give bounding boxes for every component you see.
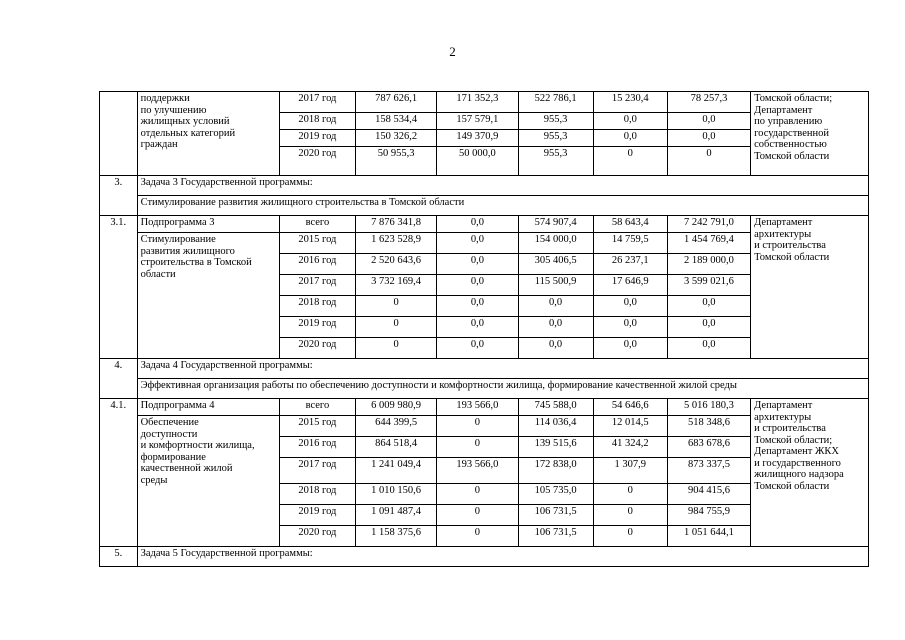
name-line: поддержки xyxy=(140,93,190,104)
other-cell: 0,0 xyxy=(667,113,750,130)
federal-cell: 171 352,3 xyxy=(437,92,518,113)
federal-cell: 149 370,9 xyxy=(437,130,518,147)
total-cell: 3 732 169,4 xyxy=(355,275,436,296)
name-line: Обеспечение xyxy=(140,417,199,428)
regional-cell: 955,3 xyxy=(518,147,593,176)
responsible-line: и строительства xyxy=(754,240,826,251)
regional-cell: 0,0 xyxy=(518,296,593,317)
total-cell: 1 010 150,6 xyxy=(355,484,436,505)
row-number-cell: 3.1. xyxy=(100,216,138,359)
regional-cell: 154 000,0 xyxy=(518,233,593,254)
total-cell: 0 xyxy=(355,338,436,359)
year-cell: всего xyxy=(279,216,355,233)
year-cell: 2016 год xyxy=(279,254,355,275)
name-line: Стимулирование xyxy=(140,234,216,245)
other-cell: 78 257,3 xyxy=(667,92,750,113)
local-cell: 0,0 xyxy=(593,130,667,147)
total-cell: 644 399,5 xyxy=(355,416,436,437)
regional-cell: 115 500,9 xyxy=(518,275,593,296)
local-cell: 0 xyxy=(593,526,667,547)
name-line: области xyxy=(140,268,176,280)
total-cell: 6 009 980,9 xyxy=(355,399,436,416)
local-cell: 1 307,9 xyxy=(593,458,667,484)
task-row xyxy=(100,196,869,216)
other-cell: 0,0 xyxy=(667,130,750,147)
responsible-line: Томской области xyxy=(754,150,830,162)
regional-cell: 0,0 xyxy=(518,338,593,359)
year-cell: 2017 год xyxy=(279,275,355,296)
other-cell: 1 454 769,4 xyxy=(667,233,750,254)
row-number-cell: 4. xyxy=(100,359,138,399)
subprogram-title: Подпрограмма 3 xyxy=(137,216,279,233)
federal-cell: 50 000,0 xyxy=(437,147,518,176)
subprogram-name-cell xyxy=(137,233,279,359)
row-number-cell: 4.1. xyxy=(100,399,138,547)
responsible-cell xyxy=(751,216,869,359)
row-number-cell: 5. xyxy=(100,547,138,567)
page-number: 2 xyxy=(449,44,456,59)
federal-cell: 0,0 xyxy=(437,317,518,338)
year-cell: 2020 год xyxy=(279,526,355,547)
total-cell: 1 623 528,9 xyxy=(355,233,436,254)
row-number-cell: 3. xyxy=(100,176,138,216)
name-line: доступности xyxy=(140,428,198,440)
other-cell: 904 415,6 xyxy=(667,484,750,505)
task-title: Задача 5 Государственной программы: xyxy=(137,547,868,567)
federal-cell: 0,0 xyxy=(437,275,518,296)
federal-cell: 0 xyxy=(437,484,518,505)
total-cell: 1 241 049,4 xyxy=(355,458,436,484)
year-cell: всего xyxy=(279,399,355,416)
year-cell: 2018 год xyxy=(279,296,355,317)
task-description: Эффективная организация работы по обеспечению доступности и комфортности жилища, формирование качественной жилой среды xyxy=(137,379,868,399)
regional-cell: 106 731,5 xyxy=(518,526,593,547)
local-cell: 0 xyxy=(593,484,667,505)
total-cell: 864 518,4 xyxy=(355,437,436,458)
regional-cell: 114 036,4 xyxy=(518,416,593,437)
table-row xyxy=(100,92,869,113)
total-cell: 158 534,4 xyxy=(355,113,436,130)
task-description: Стимулирование развития жилищного строительства в Томской области xyxy=(137,196,868,216)
program-funding-table xyxy=(99,91,869,567)
regional-cell: 955,3 xyxy=(518,130,593,147)
regional-cell: 172 838,0 xyxy=(518,458,593,484)
responsible-cell xyxy=(751,92,869,176)
year-cell: 2017 год xyxy=(279,92,355,113)
regional-cell: 0,0 xyxy=(518,317,593,338)
local-cell: 0,0 xyxy=(593,338,667,359)
federal-cell: 0,0 xyxy=(437,338,518,359)
year-cell: 2015 год xyxy=(279,416,355,437)
total-cell: 7 876 341,8 xyxy=(355,216,436,233)
year-cell: 2016 год xyxy=(279,437,355,458)
responsible-line: и строительства xyxy=(754,423,826,434)
year-cell: 2019 год xyxy=(279,505,355,526)
other-cell: 873 337,5 xyxy=(667,458,750,484)
regional-cell: 745 588,0 xyxy=(518,399,593,416)
local-cell: 0 xyxy=(593,505,667,526)
total-cell: 2 520 643,6 xyxy=(355,254,436,275)
other-cell: 683 678,6 xyxy=(667,437,750,458)
total-cell: 0 xyxy=(355,296,436,317)
other-cell: 0 xyxy=(667,147,750,176)
responsible-line: жилищного надзора xyxy=(754,469,844,480)
regional-cell: 105 735,0 xyxy=(518,484,593,505)
responsible-line: архитектуры xyxy=(754,411,812,423)
name-line: по улучшению xyxy=(140,104,207,116)
local-cell: 12 014,5 xyxy=(593,416,667,437)
responsible-line: Томской области xyxy=(754,480,830,492)
task-row xyxy=(100,547,869,567)
subprogram-name-cell xyxy=(137,416,279,547)
other-cell: 5 016 180,3 xyxy=(667,399,750,416)
federal-cell: 157 579,1 xyxy=(437,113,518,130)
program-name-cell xyxy=(137,92,279,176)
federal-cell: 193 566,0 xyxy=(437,458,518,484)
responsible-line: Департамент ЖКХ xyxy=(754,446,839,457)
subprogram-title: Подпрограмма 4 xyxy=(137,399,279,416)
responsible-line: собственностью xyxy=(754,139,827,150)
regional-cell: 305 406,5 xyxy=(518,254,593,275)
year-cell: 2019 год xyxy=(279,130,355,147)
federal-cell: 0,0 xyxy=(437,233,518,254)
year-cell: 2018 год xyxy=(279,484,355,505)
table-row xyxy=(100,399,869,416)
year-cell: 2020 год xyxy=(279,338,355,359)
other-cell: 7 242 791,0 xyxy=(667,216,750,233)
local-cell: 15 230,4 xyxy=(593,92,667,113)
responsible-line: Томской области; xyxy=(754,434,833,446)
total-cell: 0 xyxy=(355,317,436,338)
responsible-line: Томской области xyxy=(754,251,830,263)
other-cell: 0,0 xyxy=(667,317,750,338)
other-cell: 518 348,6 xyxy=(667,416,750,437)
local-cell: 14 759,5 xyxy=(593,233,667,254)
responsible-line: архитектуры xyxy=(754,228,812,240)
total-cell: 1 091 487,4 xyxy=(355,505,436,526)
local-cell: 26 237,1 xyxy=(593,254,667,275)
regional-cell: 522 786,1 xyxy=(518,92,593,113)
row-number-cell xyxy=(100,92,138,176)
responsible-line: по управлению xyxy=(754,116,823,127)
responsible-line: Департамент xyxy=(754,400,813,411)
federal-cell: 0,0 xyxy=(437,296,518,317)
name-line: жилищных условий xyxy=(140,116,230,127)
local-cell: 0,0 xyxy=(593,317,667,338)
total-cell: 50 955,3 xyxy=(355,147,436,176)
name-line: строительства в Томской xyxy=(140,257,252,268)
federal-cell: 193 566,0 xyxy=(437,399,518,416)
federal-cell: 0,0 xyxy=(437,254,518,275)
responsible-line: Департамент xyxy=(754,104,813,116)
responsible-line: и государственного xyxy=(754,457,841,469)
year-cell: 2015 год xyxy=(279,233,355,254)
local-cell: 17 646,9 xyxy=(593,275,667,296)
year-cell: 2020 год xyxy=(279,147,355,176)
other-cell: 984 755,9 xyxy=(667,505,750,526)
local-cell: 58 643,4 xyxy=(593,216,667,233)
regional-cell: 106 731,5 xyxy=(518,505,593,526)
local-cell: 0,0 xyxy=(593,113,667,130)
responsible-line: государственной xyxy=(754,127,829,139)
task-row xyxy=(100,176,869,196)
task-title: Задача 4 Государственной программы: xyxy=(137,359,868,379)
name-line: граждан xyxy=(140,139,178,150)
regional-cell: 955,3 xyxy=(518,113,593,130)
local-cell: 41 324,2 xyxy=(593,437,667,458)
other-cell: 2 189 000,0 xyxy=(667,254,750,275)
federal-cell: 0,0 xyxy=(437,216,518,233)
local-cell: 0,0 xyxy=(593,296,667,317)
federal-cell: 0 xyxy=(437,505,518,526)
federal-cell: 0 xyxy=(437,416,518,437)
total-cell: 787 626,1 xyxy=(355,92,436,113)
responsible-line: Департамент xyxy=(754,217,813,228)
regional-cell: 574 907,4 xyxy=(518,216,593,233)
year-cell: 2017 год xyxy=(279,458,355,484)
other-cell: 0,0 xyxy=(667,338,750,359)
name-line: развития жилищного xyxy=(140,245,235,257)
local-cell: 54 646,6 xyxy=(593,399,667,416)
task-row xyxy=(100,359,869,379)
other-cell: 3 599 021,6 xyxy=(667,275,750,296)
name-line: отдельных категорий xyxy=(140,127,236,139)
total-cell: 150 326,2 xyxy=(355,130,436,147)
task-row xyxy=(100,379,869,399)
other-cell: 1 051 644,1 xyxy=(667,526,750,547)
federal-cell: 0 xyxy=(437,526,518,547)
name-line: качественной жилой xyxy=(140,463,233,474)
name-line: формирование xyxy=(140,451,206,463)
local-cell: 0 xyxy=(593,147,667,176)
responsible-cell xyxy=(751,399,869,547)
year-cell: 2019 год xyxy=(279,317,355,338)
task-title: Задача 3 Государственной программы: xyxy=(137,176,868,196)
other-cell: 0,0 xyxy=(667,296,750,317)
federal-cell: 0 xyxy=(437,437,518,458)
responsible-line: Томской области; xyxy=(754,93,833,104)
name-line: среды xyxy=(140,474,168,486)
total-cell: 1 158 375,6 xyxy=(355,526,436,547)
table-row xyxy=(100,216,869,233)
name-line: и комфортности жилища, xyxy=(140,440,255,451)
regional-cell: 139 515,6 xyxy=(518,437,593,458)
year-cell: 2018 год xyxy=(279,113,355,130)
